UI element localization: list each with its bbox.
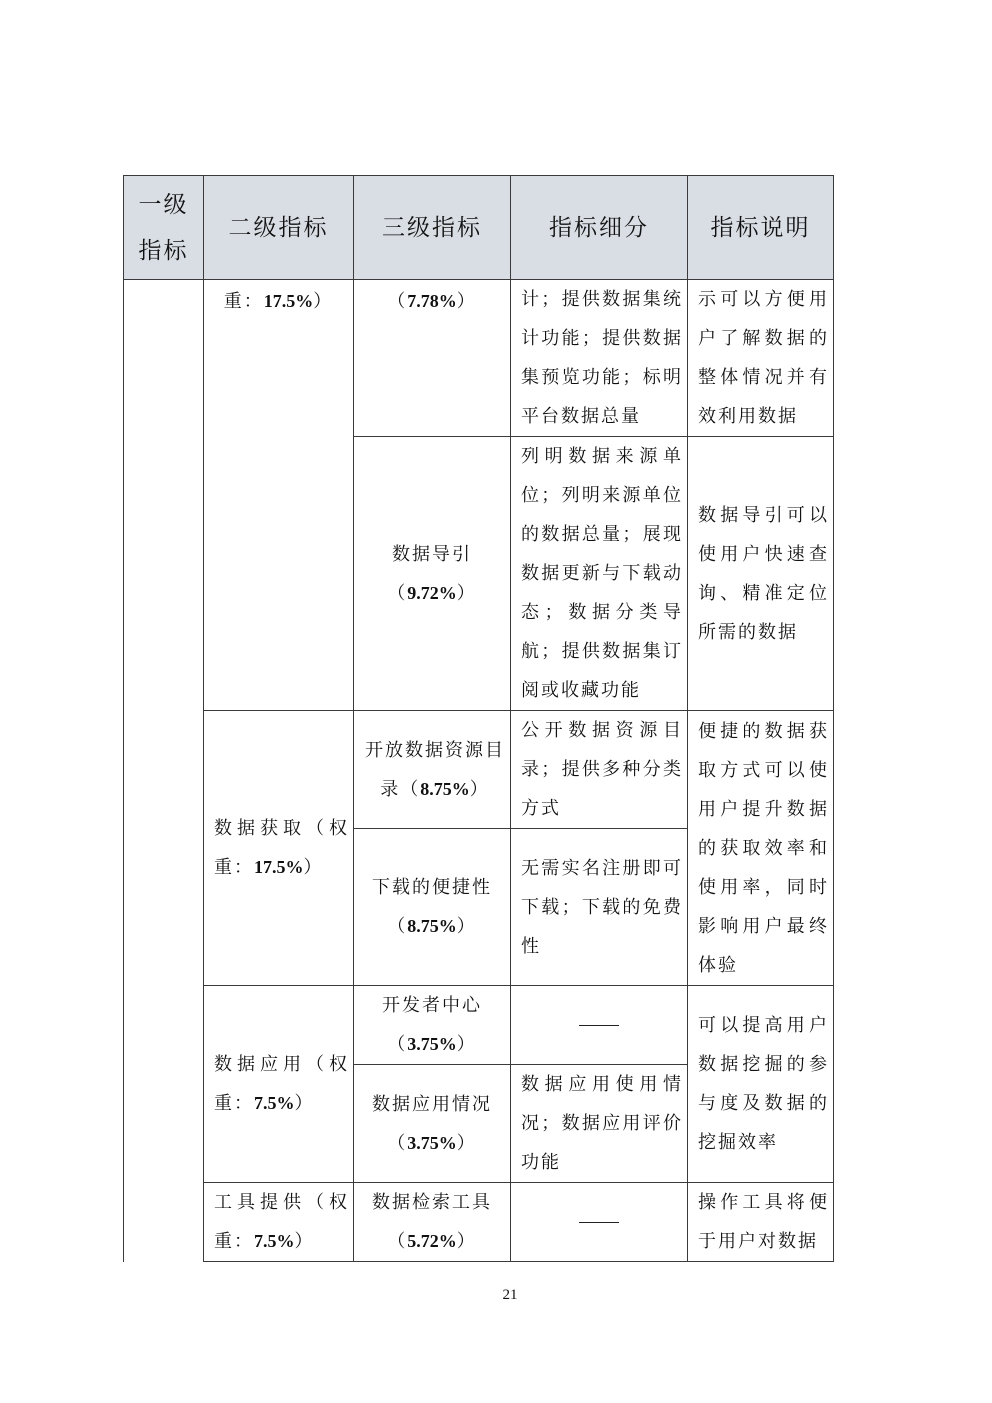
detail-cell: 无需实名注册即可下载；下载的免费性: [511, 829, 688, 986]
detail-cell: 数据应用使用情况；数据应用评价功能: [511, 1065, 688, 1183]
detail-cell: [511, 1183, 688, 1262]
table-row: [124, 711, 834, 829]
table-row: [124, 986, 834, 1065]
level3-cell: 开放数据资源目录（8.75%）: [354, 711, 511, 829]
dash-line: [579, 1025, 619, 1026]
description-cell: 操作工具将便于用户对数据: [688, 1183, 834, 1262]
page-number: 21: [502, 1287, 518, 1303]
indicator-table: [123, 175, 834, 1262]
level2-cell: 数据应用（权重：7.5%）: [204, 986, 354, 1183]
detail-cell: 公开数据资源目录；提供多种分类方式: [511, 711, 688, 829]
level3-cell: 数据检索工具 （5.72%）: [354, 1183, 511, 1262]
level3-cell: （7.78%）: [354, 280, 511, 437]
header-level3: 三级指标: [354, 176, 511, 280]
description-cell: 数据导引可以使用户快速查询、精准定位所需的数据: [688, 437, 834, 711]
level3-cell: 数据应用情况 （3.75%）: [354, 1065, 511, 1183]
table-row: [124, 1183, 834, 1262]
description-cell: 便捷的数据获取方式可以使用户提升数据的获取效率和使用率，同时影响用户最终体验: [688, 711, 834, 986]
detail-cell: [511, 986, 688, 1065]
dash-line: [579, 1222, 619, 1223]
level3-cell: 下载的便捷性 （8.75%）: [354, 829, 511, 986]
level2-cell: 数据获取（权重：17.5%）: [204, 711, 354, 986]
detail-cell: 列明数据来源单位；列明来源单位的数据总量；展现数据更新与下载动态；数据分类导航；提供数据集订阅或收藏功能: [511, 437, 688, 711]
header-detail: 指标细分: [511, 176, 688, 280]
description-cell: 示可以方便用户了解数据的整体情况并有效利用数据: [688, 280, 834, 437]
header-level1: 一级 指标: [124, 176, 204, 280]
level1-cell: [124, 280, 204, 1262]
level2-cell: 重：17.5%）: [204, 280, 354, 711]
level2-cell: 工具提供（权重：7.5%）: [204, 1183, 354, 1262]
level3-cell: 数据导引 （9.72%）: [354, 437, 511, 711]
header-description: 指标说明: [688, 176, 834, 280]
description-cell: 可以提高用户数据挖掘的参与度及数据的挖掘效率: [688, 986, 834, 1183]
level3-cell: 开发者中心 （3.75%）: [354, 986, 511, 1065]
table-row: [124, 280, 834, 437]
header-row: [124, 176, 834, 280]
header-level2: 二级指标: [204, 176, 354, 280]
detail-cell: 计；提供数据集统计功能；提供数据集预览功能；标明平台数据总量: [511, 280, 688, 437]
